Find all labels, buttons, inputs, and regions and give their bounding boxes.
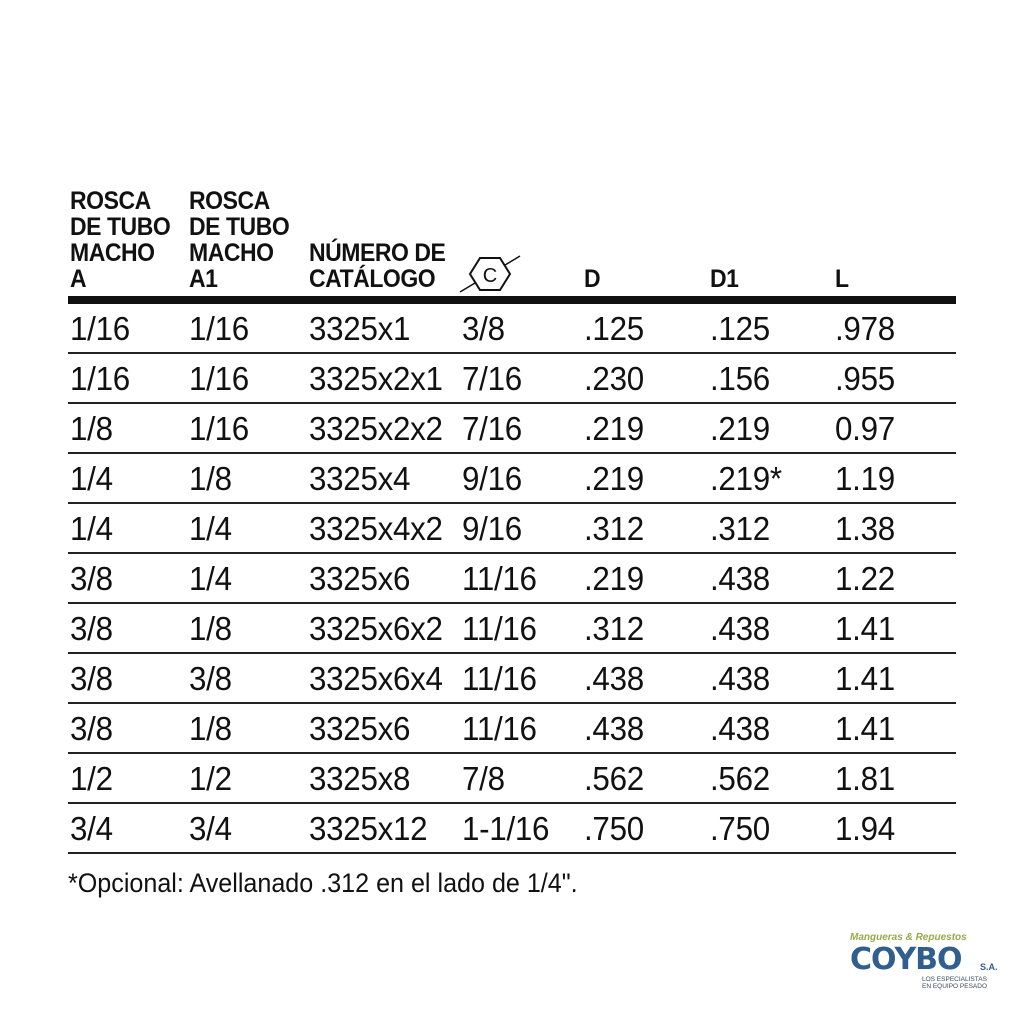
cell-d: .438 [584, 710, 644, 747]
logo-name: COYBO [850, 942, 962, 977]
table-row [68, 604, 956, 654]
cell-l: .955 [835, 360, 895, 397]
cell-d1: .156 [710, 360, 770, 397]
cell-a1: 1/8 [189, 610, 232, 647]
cell-c: 11/16 [462, 610, 537, 647]
cell-d: .230 [584, 360, 644, 397]
header-c: C [482, 265, 498, 287]
cell-c: 3/8 [462, 310, 505, 347]
cell-c: 9/16 [462, 460, 522, 497]
cell-d: .312 [584, 610, 644, 647]
cell-catalog: 3325x4x2 [309, 510, 443, 547]
cell-a1: 1/8 [189, 460, 232, 497]
cell-a1: 3/8 [189, 660, 232, 697]
cell-catalog: 3325x6 [309, 710, 411, 747]
cell-a: 1/16 [70, 360, 130, 397]
cell-l: 1.19 [835, 460, 895, 497]
cell-a: 1/4 [70, 460, 113, 497]
cell-a: 3/8 [70, 660, 113, 697]
cell-a: 3/8 [70, 560, 113, 597]
header-d: D [584, 265, 601, 293]
cell-catalog: 3325x2x2 [309, 410, 443, 447]
table-row [68, 704, 956, 754]
cell-a: 3/4 [70, 810, 113, 847]
cell-a: 3/8 [70, 710, 113, 747]
spec-table [68, 186, 956, 854]
cell-a1: 1/16 [189, 410, 249, 447]
logo-tagline: Mangueras & Repuestos [850, 932, 967, 943]
cell-d1: .125 [710, 310, 770, 347]
cell-catalog: 3325x12 [309, 810, 428, 847]
cell-d1: .438 [710, 560, 770, 597]
table-row [68, 454, 956, 504]
cell-a1: 3/4 [189, 810, 232, 847]
cell-l: .978 [835, 310, 895, 347]
table-row [68, 354, 956, 404]
cell-catalog: 3325x1 [309, 310, 411, 347]
cell-a: 1/4 [70, 510, 113, 547]
header-rosca-a: ROSCA DE TUBO MACHO A [70, 187, 171, 293]
table-header-row [68, 186, 956, 304]
table-row [68, 504, 956, 554]
cell-l: 1.41 [835, 710, 895, 747]
cell-a1: 1/4 [189, 560, 232, 597]
cell-l: 1.22 [835, 560, 895, 597]
cell-catalog: 3325x6 [309, 560, 411, 597]
cell-d: .125 [584, 310, 644, 347]
table-row [68, 754, 956, 804]
cell-d: .219 [584, 410, 644, 447]
cell-catalog: 3325x6x4 [309, 660, 443, 697]
cell-d1: .219 [710, 410, 770, 447]
cell-l: 0.97 [835, 410, 895, 447]
cell-a: 3/8 [70, 610, 113, 647]
cell-l: 1.38 [835, 510, 895, 547]
table-row [68, 554, 956, 604]
header-catalog-number: NÚMERO DE CATÁLOGO [309, 239, 446, 293]
cell-a: 1/16 [70, 310, 130, 347]
hex-wrench-size-icon [458, 252, 522, 296]
cell-c: 1-1/16 [462, 810, 550, 847]
table-row [68, 804, 956, 854]
cell-l: 1.41 [835, 660, 895, 697]
cell-a1: 1/16 [189, 310, 249, 347]
cell-a1: 1/16 [189, 360, 249, 397]
logo-suffix: S.A. [980, 962, 998, 972]
cell-d: .219 [584, 460, 644, 497]
cell-c: 11/16 [462, 660, 537, 697]
cell-d1: .438 [710, 610, 770, 647]
cell-c: 11/16 [462, 560, 537, 597]
cell-c: 7/8 [462, 760, 505, 797]
cell-d: .219 [584, 560, 644, 597]
cell-d1: .219* [710, 460, 782, 497]
footnote: *Opcional: Avellanado .312 en el lado de 1/4". [68, 868, 578, 898]
table-row [68, 654, 956, 704]
cell-l: 1.41 [835, 610, 895, 647]
cell-c: 11/16 [462, 710, 537, 747]
header-d1: D1 [710, 265, 739, 293]
cell-catalog: 3325x4 [309, 460, 411, 497]
cell-d1: .438 [710, 710, 770, 747]
header-rosca-a1: ROSCA DE TUBO MACHO A1 [189, 187, 290, 293]
cell-d: .562 [584, 760, 644, 797]
cell-catalog: 3325x2x1 [309, 360, 443, 397]
cell-catalog: 3325x8 [309, 760, 411, 797]
cell-d: .312 [584, 510, 644, 547]
cell-a1: 1/2 [189, 760, 232, 797]
cell-a: 1/8 [70, 410, 113, 447]
cell-d: .750 [584, 810, 644, 847]
cell-catalog: 3325x6x2 [309, 610, 443, 647]
table-row [68, 304, 956, 354]
company-logo [846, 932, 1006, 994]
logo-slogan: LOS ESPECIALISTAS EN EQUIPO PESADO [922, 976, 988, 990]
cell-a1: 1/4 [189, 510, 232, 547]
cell-a1: 1/8 [189, 710, 232, 747]
cell-d1: .312 [710, 510, 770, 547]
cell-d1: .750 [710, 810, 770, 847]
cell-c: 7/16 [462, 360, 522, 397]
table-row [68, 404, 956, 454]
cell-d1: .438 [710, 660, 770, 697]
cell-c: 9/16 [462, 510, 522, 547]
cell-a: 1/2 [70, 760, 113, 797]
cell-d: .438 [584, 660, 644, 697]
cell-c: 7/16 [462, 410, 522, 447]
cell-l: 1.81 [835, 760, 895, 797]
header-l: L [835, 265, 849, 293]
cell-d1: .562 [710, 760, 770, 797]
cell-l: 1.94 [835, 810, 895, 847]
